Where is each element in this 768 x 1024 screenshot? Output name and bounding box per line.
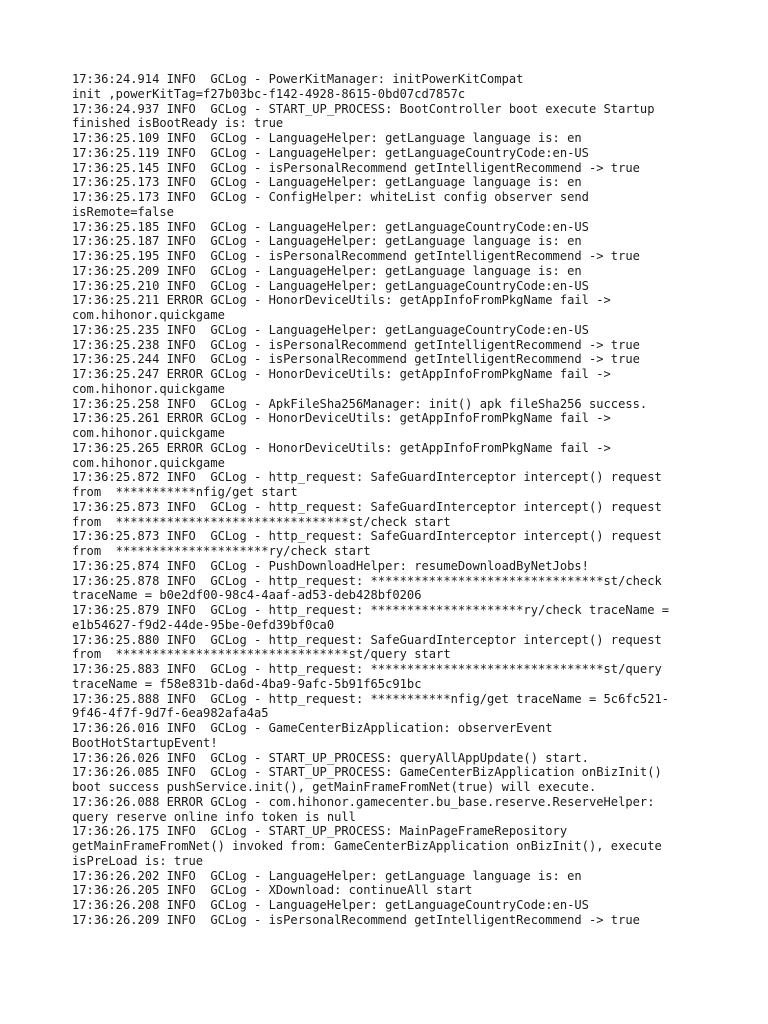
log-line: isPreLoad is: true bbox=[72, 853, 204, 868]
log-line: 17:36:25.195 INFO GCLog - isPersonalRecommend getIntelligentRecommend -> true bbox=[72, 249, 640, 263]
log-text-block bbox=[72, 72, 712, 928]
log-line: BootHotStartupEvent! bbox=[72, 735, 218, 750]
log-line: 17:36:25.873 INFO GCLog - http_request: SafeGuardInterceptor intercept() request bbox=[72, 529, 662, 544]
log-line: 17:36:25.874 INFO GCLog - PushDownloadHelper: resumeDownloadByNetJobs! bbox=[72, 558, 589, 573]
log-line: com.hihonor.quickgame bbox=[72, 426, 225, 440]
log-line: traceName = b0e2df00-98c4-4aaf-ad53-deb428bf0206 bbox=[72, 588, 422, 603]
log-line: 17:36:24.914 INFO GCLog - PowerKitManager: initPowerKitCompat bbox=[72, 72, 524, 86]
log-line: 17:36:26.016 INFO GCLog - GameCenterBizApplication: observerEvent bbox=[72, 721, 553, 735]
log-line: 17:36:25.879 INFO GCLog - http_request: *********************ry/check traceName = bbox=[72, 603, 670, 617]
log-line: 17:36:25.878 INFO GCLog - http_request: ********************************st/check bbox=[72, 573, 662, 588]
log-line: 17:36:25.109 INFO GCLog - LanguageHelper: getLanguage language is: en bbox=[72, 131, 582, 145]
log-line: 17:36:25.883 INFO GCLog - http_request: ********************************st/query bbox=[72, 662, 662, 676]
log-line: 17:36:26.208 INFO GCLog - LanguageHelper: getLanguageCountryCode:en-US bbox=[72, 898, 589, 912]
log-line: 9f46-4f7f-9d7f-6ea982afa4a5 bbox=[72, 706, 269, 721]
log-line: from ***********nfig/get start bbox=[72, 485, 298, 499]
log-line: 17:36:25.261 ERROR GCLog - HonorDeviceUtils: getAppInfoFromPkgName fail -> bbox=[72, 411, 611, 426]
log-line: 17:36:25.145 INFO GCLog - isPersonalRecommend getIntelligentRecommend -> true bbox=[72, 160, 640, 175]
log-line: 17:36:25.211 ERROR GCLog - HonorDeviceUtils: getAppInfoFromPkgName fail -> bbox=[72, 293, 611, 308]
log-line: 17:36:25.209 INFO GCLog - LanguageHelper: getLanguage language is: en bbox=[72, 263, 582, 278]
log-line: com.hihonor.quickgame bbox=[72, 455, 225, 470]
log-line: com.hihonor.quickgame bbox=[72, 308, 225, 322]
log-line: 17:36:25.235 INFO GCLog - LanguageHelper: getLanguageCountryCode:en-US bbox=[72, 322, 589, 337]
log-line: 17:36:25.173 INFO GCLog - ConfigHelper: whiteList config observer send bbox=[72, 190, 589, 204]
log-line: 17:36:24.937 INFO GCLog - START_UP_PROCESS: BootController boot execute Startup bbox=[72, 101, 655, 116]
log-line: 17:36:26.026 INFO GCLog - START_UP_PROCESS: queryAllAppUpdate() start. bbox=[72, 750, 589, 765]
log-line: 17:36:25.888 INFO GCLog - http_request: ***********nfig/get traceName = 5c6fc521- bbox=[72, 691, 670, 706]
log-line: isRemote=false bbox=[72, 204, 174, 219]
log-line: 17:36:26.088 ERROR GCLog - com.hihonor.gamecenter.bu_base.reserve.ReserveHelper: bbox=[72, 794, 655, 809]
log-line: getMainFrameFromNet() invoked from: GameCenterBizApplication onBizInit(), execute bbox=[72, 839, 662, 853]
log-line: 17:36:25.238 INFO GCLog - isPersonalRecommend getIntelligentRecommend -> true bbox=[72, 337, 640, 352]
log-line: boot success pushService.init(), getMainFrameFromNet(true) will execute. bbox=[72, 780, 597, 794]
log-line: 17:36:25.265 ERROR GCLog - HonorDeviceUtils: getAppInfoFromPkgName fail -> bbox=[72, 440, 611, 455]
log-line: 17:36:26.205 INFO GCLog - XDownload: continueAll start bbox=[72, 883, 473, 898]
log-line: 17:36:25.872 INFO GCLog - http_request: SafeGuardInterceptor intercept() request bbox=[72, 470, 662, 485]
log-line: 17:36:25.873 INFO GCLog - http_request: SafeGuardInterceptor intercept() request bbox=[72, 499, 662, 514]
log-line: 17:36:26.209 INFO GCLog - isPersonalRecommend getIntelligentRecommend -> true bbox=[72, 912, 640, 927]
log-line: 17:36:26.175 INFO GCLog - START_UP_PROCESS: MainPageFrameRepository bbox=[72, 824, 568, 839]
log-line: 17:36:25.247 ERROR GCLog - HonorDeviceUtils: getAppInfoFromPkgName fail -> bbox=[72, 367, 611, 381]
log-line: 17:36:25.185 INFO GCLog - LanguageHelper: getLanguageCountryCode:en-US bbox=[72, 219, 589, 234]
log-line: 17:36:25.258 INFO GCLog - ApkFileSha256Manager: init() apk fileSha256 success. bbox=[72, 396, 648, 411]
log-line: com.hihonor.quickgame bbox=[72, 381, 225, 396]
log-line: query reserve online info token is null bbox=[72, 809, 356, 824]
log-line: 17:36:25.880 INFO GCLog - http_request: SafeGuardInterceptor intercept() request bbox=[72, 632, 662, 647]
log-line: 17:36:25.244 INFO GCLog - isPersonalRecommend getIntelligentRecommend -> true bbox=[72, 352, 640, 367]
log-line: from ********************************st/query start bbox=[72, 647, 451, 662]
log-line: finished isBootReady is: true bbox=[72, 116, 284, 131]
log-line: traceName = f58e831b-da6d-4ba9-9afc-5b91f65c91bc bbox=[72, 676, 422, 691]
log-line: 17:36:25.173 INFO GCLog - LanguageHelper: getLanguage language is: en bbox=[72, 175, 582, 190]
log-line: e1b54627-f9d2-44de-95be-0efd39bf0ca0 bbox=[72, 617, 335, 632]
log-line: 17:36:26.202 INFO GCLog - LanguageHelper: getLanguage language is: en bbox=[72, 868, 582, 883]
log-line: 17:36:25.210 INFO GCLog - LanguageHelper: getLanguageCountryCode:en-US bbox=[72, 278, 589, 293]
log-line: 17:36:25.119 INFO GCLog - LanguageHelper: getLanguageCountryCode:en-US bbox=[72, 145, 589, 160]
log-line: init ,powerKitTag=f27b03bc-f142-4928-8615-0bd07cd7857c bbox=[72, 86, 466, 101]
log-line: 17:36:25.187 INFO GCLog - LanguageHelper: getLanguage language is: en bbox=[72, 234, 582, 249]
log-line: from *********************ry/check start bbox=[72, 544, 371, 558]
log-line: from ********************************st/check start bbox=[72, 514, 451, 529]
log-line: 17:36:26.085 INFO GCLog - START_UP_PROCESS: GameCenterBizApplication onBizInit() bbox=[72, 765, 662, 780]
